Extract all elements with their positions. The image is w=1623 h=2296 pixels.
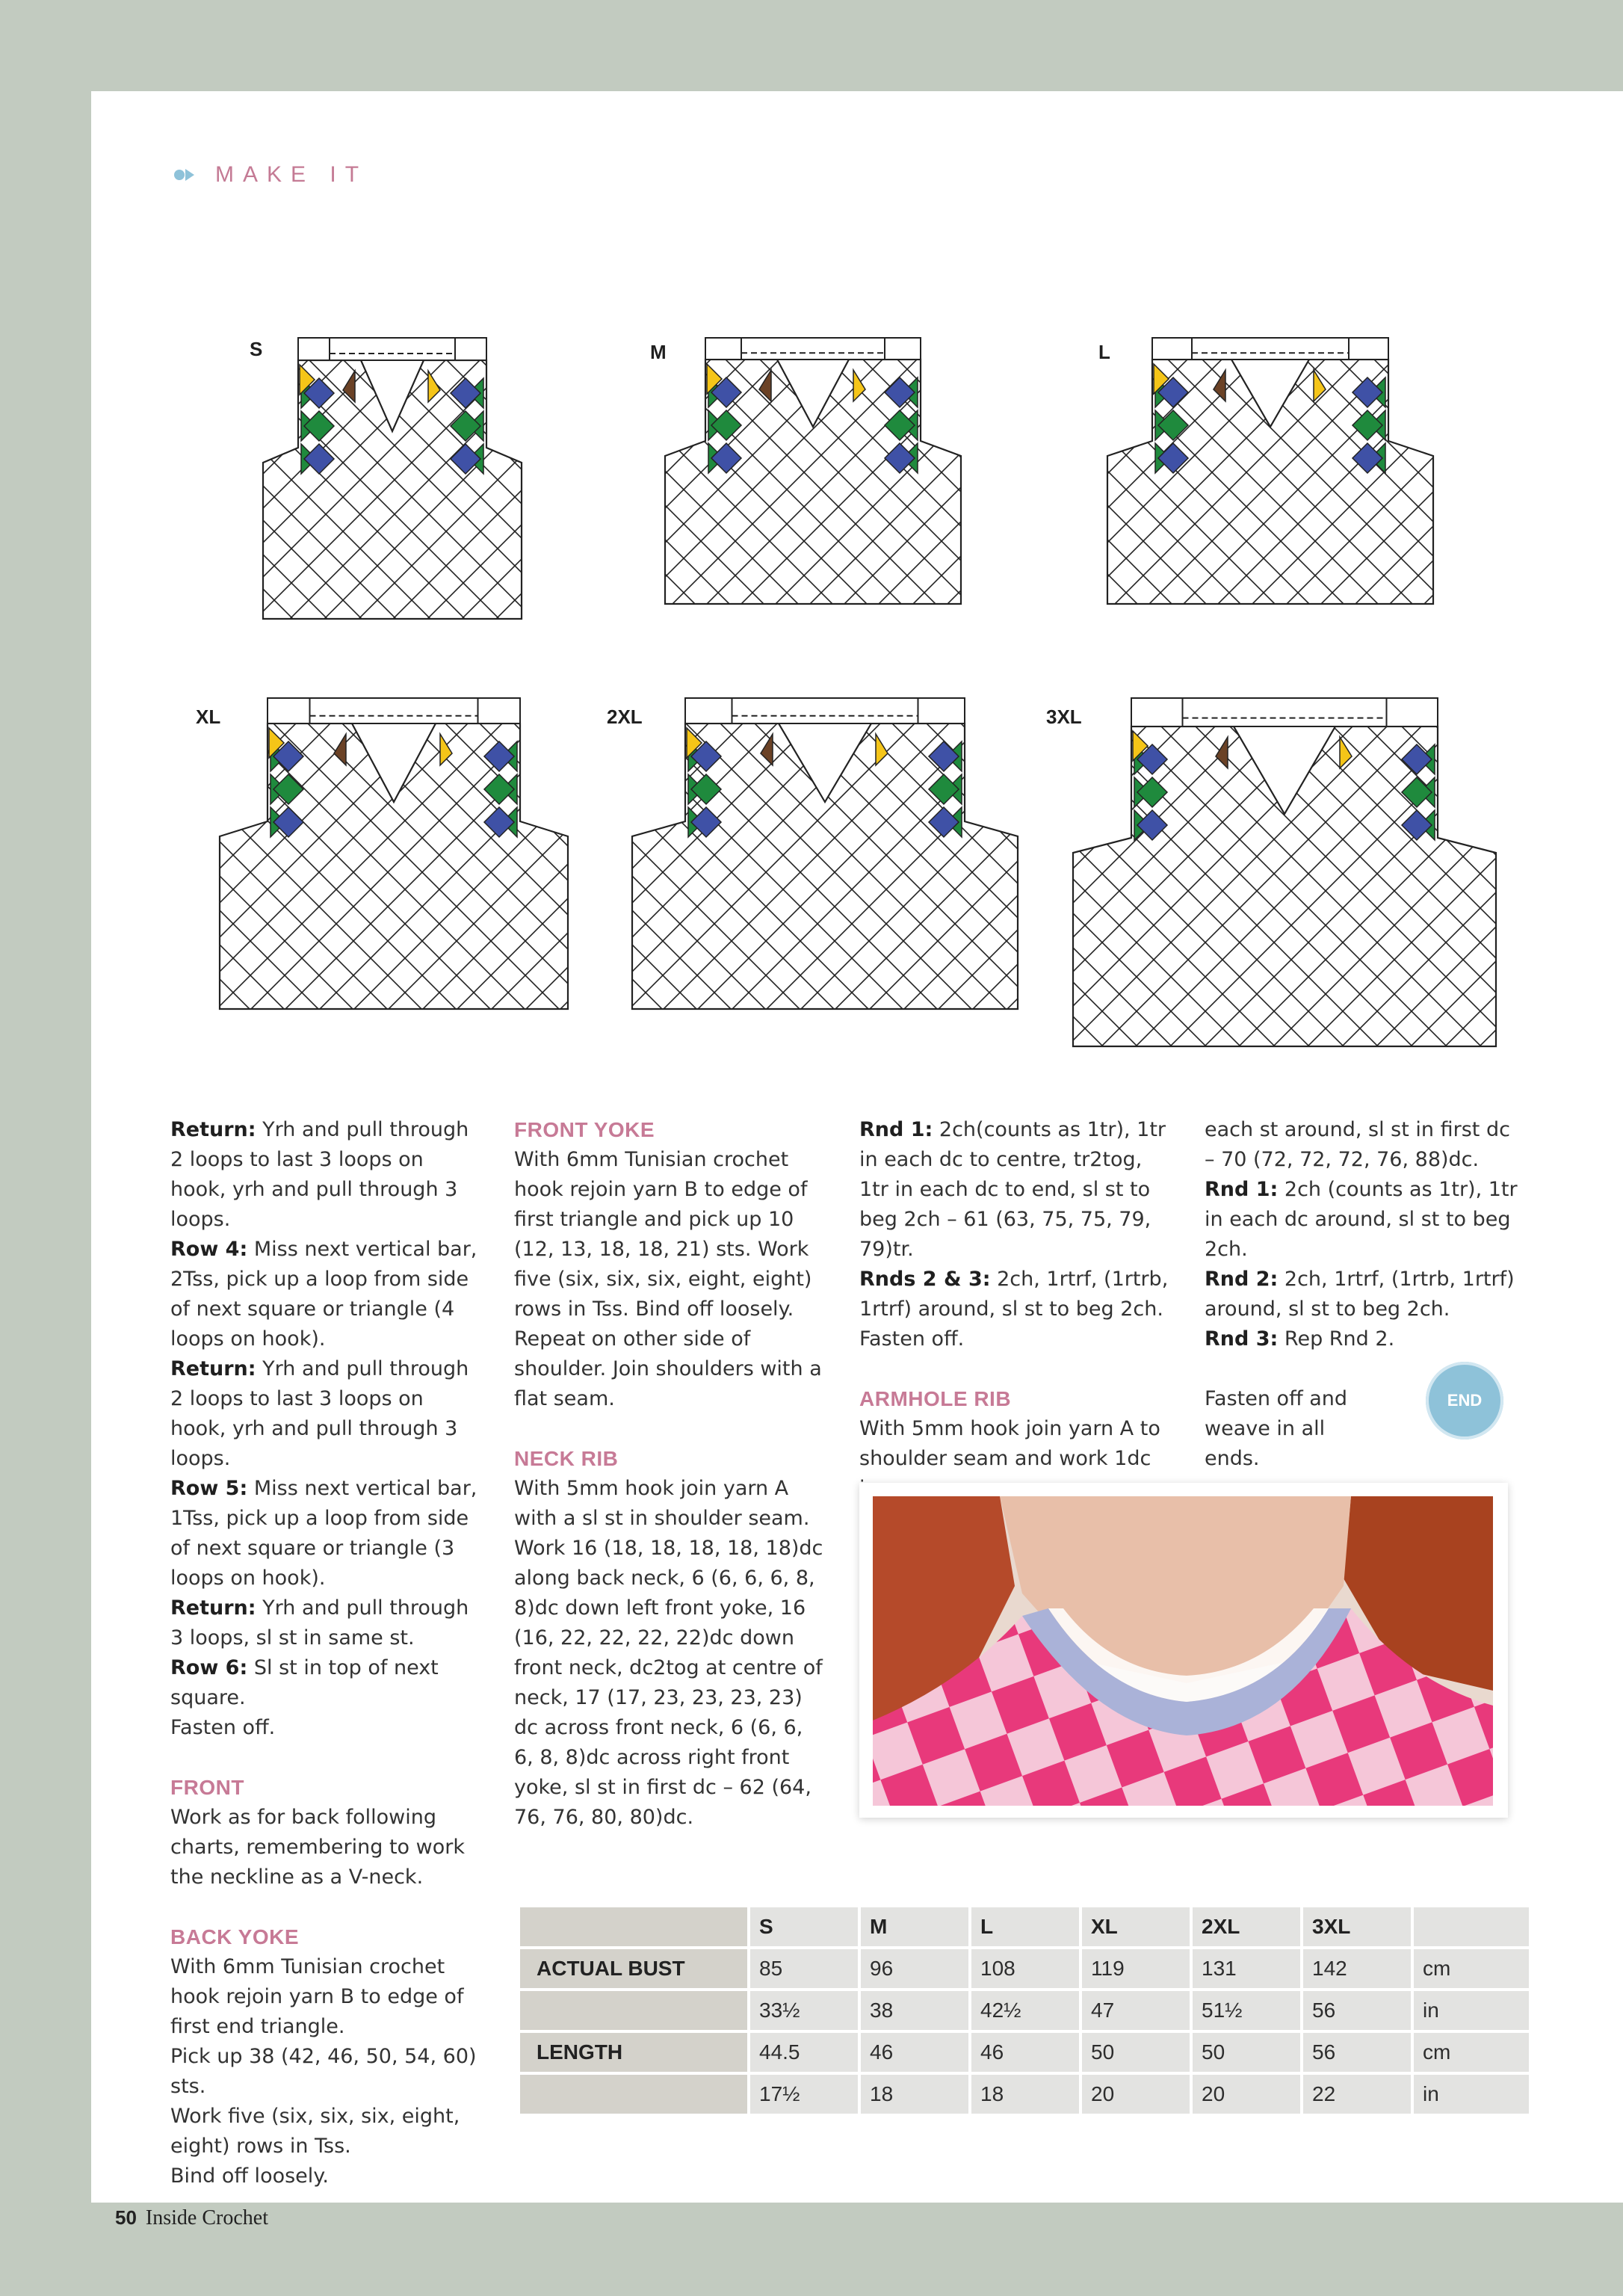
arrow-icon <box>172 166 202 184</box>
chart-label-m: M <box>650 341 667 363</box>
page <box>91 91 1623 2203</box>
text-column-2: FRONT YOKE With 6mm Tunisian crochet hook rejoin yarn B to edge of first triangle and pick up 10 (12, 13, 18, 18, 21) sts. Work five (six, six, six, eight, eight) rows in Tss. Bind off loosely. Repeat on other side of shoulder. Join shoulders with a flat seam. NECK RIB With 5mm hook join yarn A with a sl st in shoulder seam. Work 16 (18, 18, 18, 18, 18)dc along back neck, 6 (6, 6, 6, 8, 8)dc down left front yoke, 16 (16, 22, 22, 22, 22)dc down front neck, dc2tog at centre of neck, 17 (17, 23, 23, 23, 23) dc across front neck, 6 (6, 6, 6, 8, 8)dc across right front yoke, sl st in first dc – 62 (64, 76, 76, 80, 80)dc. <box>514 1115 828 1833</box>
chart-label-l: L <box>1098 341 1110 363</box>
chart-2xl-svg <box>631 698 1019 1012</box>
chart-m <box>664 338 962 607</box>
front-yoke-heading: FRONT YOKE <box>514 1118 655 1141</box>
neck-band <box>685 698 965 723</box>
neck-band <box>1152 338 1388 359</box>
photo-frame <box>859 1483 1508 1818</box>
table-row: 33½ 38 42½ 47 51½ 56 in <box>520 1991 1529 2030</box>
neck-rib-heading: NECK RIB <box>514 1447 619 1470</box>
armhole-rib-heading: ARMHOLE RIB <box>859 1387 1012 1410</box>
chart-xl <box>218 698 569 1012</box>
table-row: LENGTH 44.5 46 46 50 50 56 cm <box>520 2033 1529 2072</box>
chart-2xl <box>631 698 1019 1012</box>
magazine-name: Inside Crochet <box>145 2206 268 2229</box>
chart-m-svg <box>664 338 962 607</box>
text-column-1: Return: Yrh and pull through 2 loops to last 3 loops on hook, yrh and pull through 3 loops. Row 4: Miss next vertical bar, 2Tss, pick up a loop from side of next square or triangle (4 loops on hook). Return: Yrh and pull through 2 loops to last 3 loops on hook, yrh and pull through 3 loops. Row 5: Miss next vertical bar, 1Tss, pick up a loop from side of next square or triangle (3 loops on hook). Return: Yrh and pull through 3 loops, sl st in same st. Row 6: Sl st in top of next square. Fasten off. FRONT Work as for back following charts, remembering to work the neckline as a V-neck. BACK YOKE With 6mm Tunisian crochet hook rejoin yarn B to edge of first end triangle. Pick up 38 (42, 46, 50, 54, 60) sts. Work five (six, six, six, eight, eight) rows in Tss. Bind off loosely. <box>170 1115 484 2191</box>
table-row: ACTUAL BUST 85 96 108 119 131 142 cm <box>520 1949 1529 1988</box>
chart-s-svg <box>262 338 523 622</box>
chart-3xl <box>1072 698 1497 1049</box>
neck-band <box>268 698 520 723</box>
neck-band <box>298 338 486 360</box>
chart-l-svg <box>1106 338 1435 607</box>
back-yoke-heading: BACK YOKE <box>170 1925 300 1948</box>
page-footer <box>115 2206 268 2230</box>
chart-3xl-svg <box>1072 698 1497 1049</box>
chart-xl-svg <box>218 698 569 1012</box>
chart-label-s: S <box>250 338 263 360</box>
size-table <box>517 1904 1532 2117</box>
end-badge: END <box>1426 1362 1503 1439</box>
neck-band <box>1131 698 1438 726</box>
section-header <box>172 158 368 191</box>
chart-l <box>1106 338 1435 607</box>
sweater-photo <box>873 1496 1493 1806</box>
text-column-3: Rnd 1: 2ch(counts as 1tr), 1tr in each dc to centre, tr2tog, 1tr in each dc to end, sl st to beg 2ch – 61 (63, 75, 75, 79, 79)tr. Rnds 2 & 3: 2ch, 1rtrf, (1rtrb, 1rtrf) around, sl st to beg 2ch. Fasten off. ARMHOLE RIB With 5mm hook join yarn A to shoulder seam and work 1dc <box>859 1115 1173 1504</box>
front-heading: FRONT <box>170 1776 244 1799</box>
chart-label-xl: XL <box>196 706 221 728</box>
table-row: 17½ 18 18 20 20 22 in <box>520 2075 1529 2114</box>
page-number: 50 <box>115 2206 137 2229</box>
table-header-row: S M L XL 2XL 3XL <box>520 1907 1529 1946</box>
text-column-4: each st around, sl st in first dc – 70 (72, 72, 72, 76, 88)dc. Rnd 1: 2ch (counts as 1tr), 1tr in each dc around, sl st to beg 2ch. Rnd 2: 2ch, 1rtrf, (1rtrb, 1rtrf) around, sl st to beg 2ch. Rnd 3: Rep Rnd 2. Fasten off and weave in all ends. <box>1205 1118 1518 1470</box>
chart-s <box>262 338 523 622</box>
chart-label-2xl: 2XL <box>607 706 643 728</box>
neck-band <box>705 338 921 359</box>
section-title: MAKE IT <box>215 162 368 187</box>
chart-label-3xl: 3XL <box>1046 706 1082 728</box>
